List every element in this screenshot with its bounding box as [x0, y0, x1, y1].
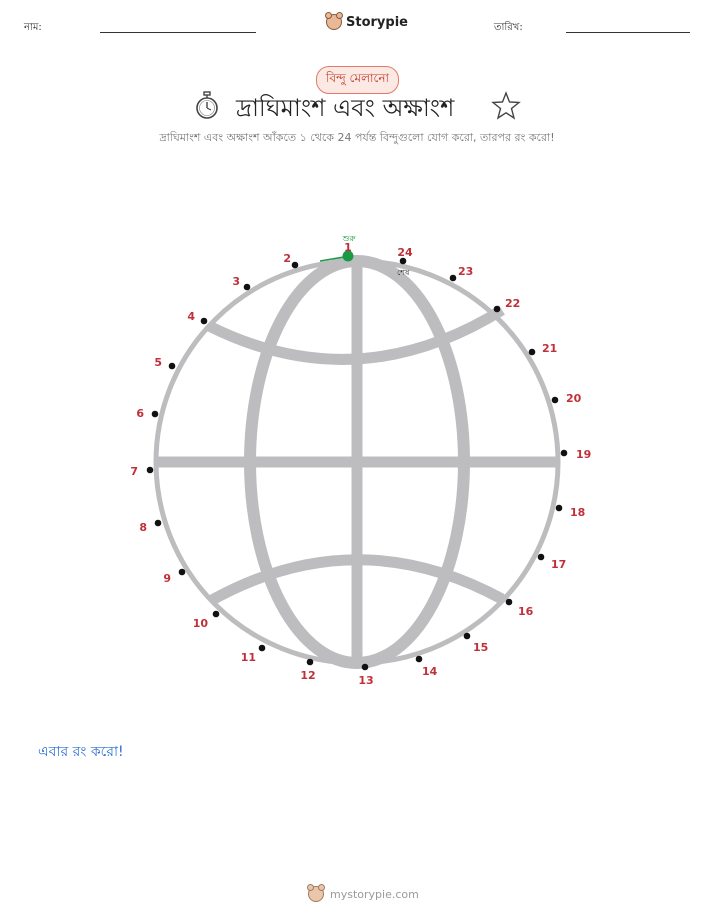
dot-number-19: 19: [576, 448, 592, 461]
dot-number-9: 9: [163, 572, 171, 585]
dot-5[interactable]: [169, 363, 176, 370]
dot-6[interactable]: [152, 411, 159, 418]
dot-number-3: 3: [232, 275, 240, 288]
dot-9[interactable]: [179, 569, 186, 576]
instructions-text: দ্রাঘিমাংশ এবং অক্ষাংশ আঁকতে ১ থেকে 24 পর্যন্ত বিন্দুগুলো যোগ করো, তারপর রং করো!: [159, 131, 555, 144]
dot-number-6: 6: [136, 407, 144, 420]
dot-number-2: 2: [283, 252, 291, 265]
dot-2[interactable]: [292, 262, 299, 269]
dot-15[interactable]: [464, 633, 471, 640]
dot-number-14: 14: [422, 665, 438, 678]
site-footer: [308, 886, 419, 902]
dot-number-21: 21: [542, 342, 558, 355]
dot-11[interactable]: [259, 645, 266, 652]
dot-20[interactable]: [552, 397, 559, 404]
dot-17[interactable]: [538, 554, 545, 561]
dot-22[interactable]: [494, 306, 501, 313]
activity-badge: বিন্দু মেলানো: [316, 66, 399, 94]
dot-number-23: 23: [458, 265, 474, 278]
dot-4[interactable]: [201, 318, 208, 325]
dot-14[interactable]: [416, 656, 423, 663]
dot-number-22: 22: [505, 297, 521, 310]
brand-name: Storypie: [346, 14, 408, 30]
bear-logo-icon: [308, 886, 324, 902]
page-title: দ্রাঘিমাংশ এবং অক্ষাংশ: [236, 94, 455, 122]
dot-18[interactable]: [556, 505, 563, 512]
dot-number-10: 10: [192, 617, 208, 630]
dot-number-7: 7: [130, 465, 138, 478]
dot-number-4: 4: [187, 310, 195, 323]
dot-10[interactable]: [213, 611, 220, 618]
end-label: শেষ: [397, 268, 410, 277]
footer-url: mystorypie.com: [330, 887, 419, 901]
dot-3[interactable]: [244, 284, 251, 291]
color-prompt: এবার রং করো!: [38, 744, 124, 760]
date-label: তারিখ:: [494, 22, 523, 33]
dot-number-24: 24: [397, 246, 413, 259]
dot-19[interactable]: [561, 450, 568, 457]
dot-number-12: 12: [300, 669, 316, 682]
dot-16[interactable]: [506, 599, 513, 606]
dot-21[interactable]: [529, 349, 536, 356]
dot-number-16: 16: [518, 605, 534, 618]
dot-number-13: 13: [358, 674, 374, 687]
dot-number-11: 11: [240, 651, 256, 664]
globe-outline: [156, 261, 558, 663]
dot-number-5: 5: [154, 356, 162, 369]
dot-number-8: 8: [139, 521, 147, 534]
dot-23[interactable]: [450, 275, 457, 282]
dot-number-15: 15: [473, 641, 489, 654]
name-label: নাম:: [24, 22, 42, 33]
start-label: শুরু: [342, 234, 356, 243]
dot-13[interactable]: [362, 664, 369, 671]
dot-number-20: 20: [566, 392, 582, 405]
dot-number-1: 1: [344, 241, 352, 254]
dot-number-18: 18: [570, 506, 586, 519]
dot-12[interactable]: [307, 659, 314, 666]
dot-7[interactable]: [147, 467, 154, 474]
dot-8[interactable]: [155, 520, 162, 527]
dot-number-17: 17: [551, 558, 567, 571]
